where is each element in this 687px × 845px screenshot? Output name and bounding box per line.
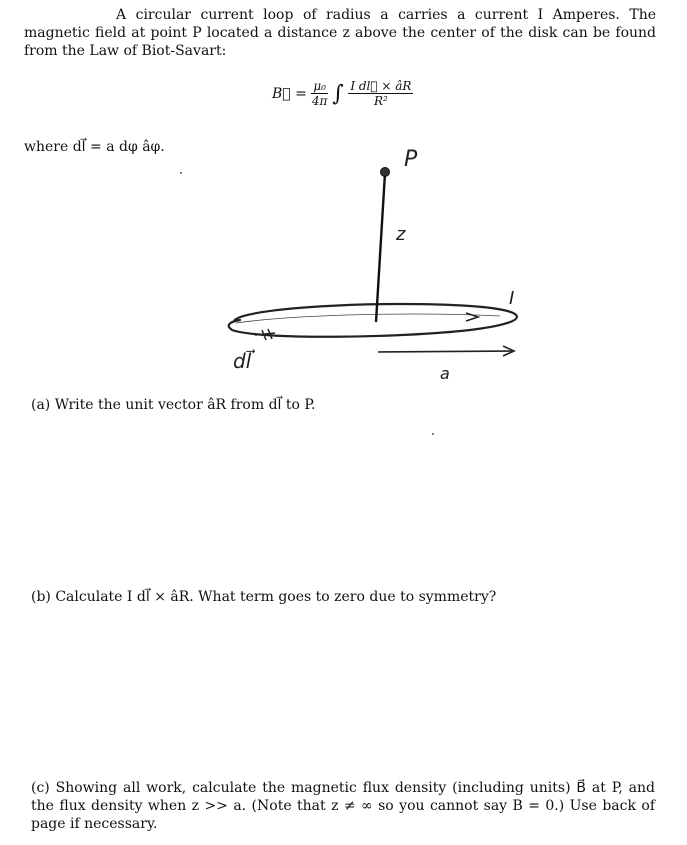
coefficient-numerator: μ₀ bbox=[313, 79, 326, 93]
label-p: P bbox=[404, 147, 418, 172]
coefficient-denominator: 4π bbox=[311, 94, 328, 108]
integrand-numerator: I dl⃗ × âR bbox=[350, 79, 412, 93]
label-current-i: I bbox=[509, 288, 515, 309]
part-c-question: (c) Showing all work, calculate the magnetic flux density (including units) B⃗ at P, and the flux density when z >> a. (Note that z ≠ ∞ so you cannot say B = 0.) Use back of page if necessary. bbox=[31, 780, 655, 832]
dl-definition: where dl⃗ = a dφ âφ. bbox=[24, 139, 165, 155]
part-a-question: (a) Write the unit vector âR from dl⃗ to P. bbox=[31, 397, 316, 413]
integral-sign: ∫ bbox=[332, 81, 344, 107]
equation-lhs: B⃗ = bbox=[272, 86, 307, 102]
label-dl: dl⃗ bbox=[233, 349, 252, 373]
label-z: z bbox=[396, 224, 406, 245]
z-axis-line bbox=[376, 173, 385, 322]
current-loop bbox=[229, 304, 517, 337]
radius-arrow-line bbox=[378, 351, 512, 352]
point-p-dot bbox=[381, 168, 390, 177]
integrand-denominator: R² bbox=[373, 94, 388, 108]
part-b-question: (b) Calculate I dl⃗ × âR. What term goes to zero due to symmetry? bbox=[31, 589, 497, 605]
loop-direction-arrow bbox=[466, 313, 478, 321]
problem-intro: A circular current loop of radius a carries a current I Amperes. The magnetic field at point P located a distance z above the center of the disk can be found from the Law of Biot-Savart: bbox=[24, 7, 656, 59]
label-radius-a: a bbox=[440, 364, 450, 383]
